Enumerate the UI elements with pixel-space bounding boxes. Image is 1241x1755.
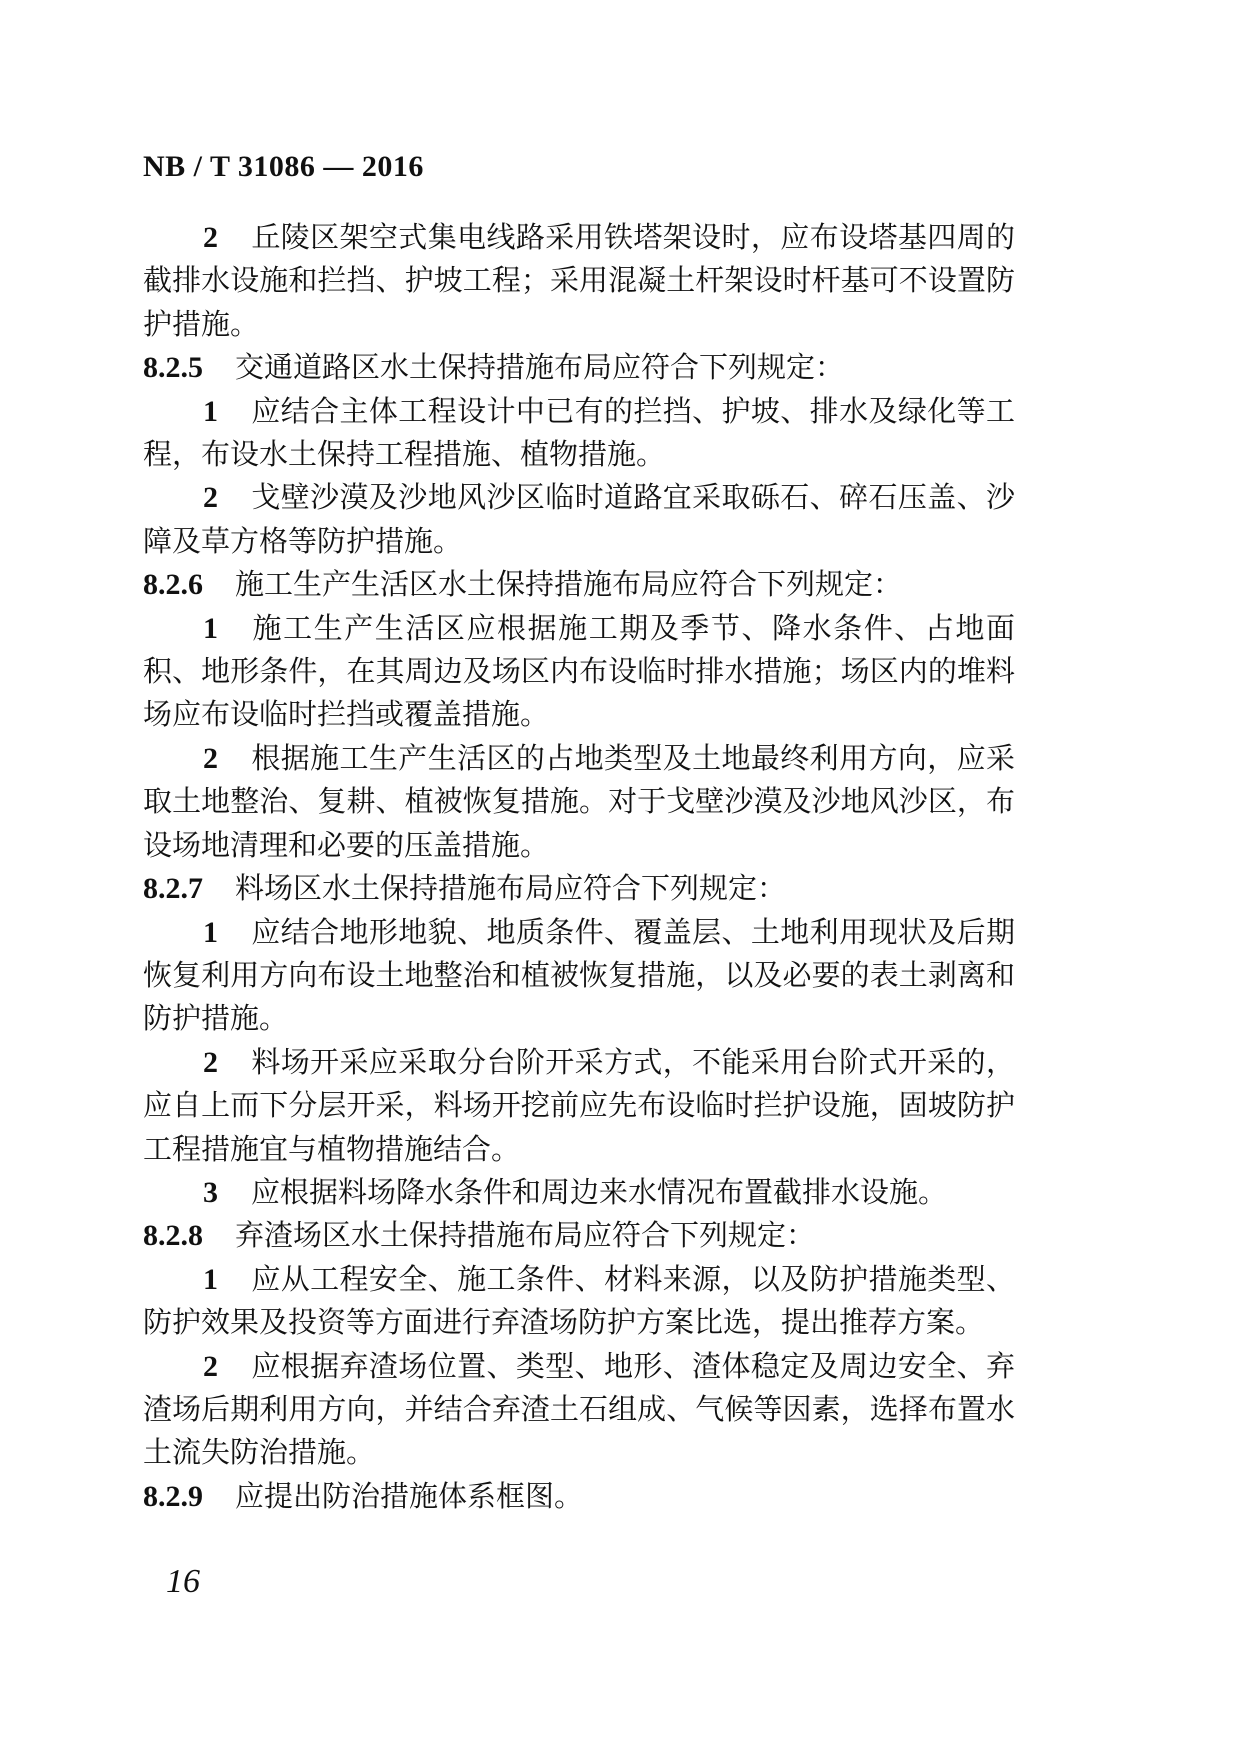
item-number: 2 (203, 481, 218, 515)
item-text: 应结合地形地貌、地质条件、覆盖层、土地利用现状及后期恢复利用方向布设土地整治和植被恢复措施，以及必要的表土剥离和防护措施。 (143, 914, 1015, 1036)
item-number: 1 (203, 1262, 218, 1296)
item-text: 应从工程安全、施工条件、材料来源，以及防护措施类型、防护效果及投资等方面进行弃渣场防护方案比选，提出推荐方案。 (143, 1261, 1015, 1340)
list-item (143, 216, 1015, 346)
item-number: 1 (203, 915, 218, 949)
list-item (143, 1041, 1015, 1171)
document-body (143, 216, 1015, 1518)
list-item (143, 1258, 1015, 1345)
list-item (143, 911, 1015, 1041)
item-text: 应根据料场降水条件和周边来水情况布置截排水设施。 (251, 1174, 948, 1209)
item-number: 2 (203, 1045, 218, 1079)
clause-number: 8.2.7 (143, 872, 203, 906)
clause (143, 346, 1015, 389)
list-item (143, 476, 1015, 563)
item-number: 3 (203, 1175, 218, 1209)
clause (143, 867, 1015, 910)
standard-code-header: NB / T 31086 — 2016 (143, 150, 424, 183)
list-item (143, 607, 1015, 737)
clause-text: 应提出防治措施体系框图。 (235, 1478, 584, 1513)
clause (143, 563, 1015, 606)
item-number: 1 (203, 394, 218, 428)
item-text: 应结合主体工程设计中已有的拦挡、护坡、排水及绿化等工程，布设水土保持工程措施、植物措施。 (143, 393, 1015, 472)
item-text: 丘陵区架空式集电线路采用铁塔架设时，应布设塔基四周的截排水设施和拦挡、护坡工程；采用混凝土杆架设时杆基可不设置防护措施。 (143, 220, 1015, 341)
clause-number: 8.2.8 (143, 1219, 203, 1253)
clause-number: 8.2.6 (143, 568, 203, 602)
item-number: 1 (203, 611, 218, 645)
list-item (143, 390, 1015, 477)
list-item (143, 1345, 1015, 1475)
clause-number: 8.2.9 (143, 1479, 203, 1513)
item-number: 2 (203, 221, 218, 254)
item-text: 戈壁沙漠及沙地风沙区临时道路宜采取砾石、碎石压盖、沙障及草方格等防护措施。 (143, 480, 1015, 558)
list-item (143, 737, 1015, 867)
item-text: 施工生产生活区应根据施工期及季节、降水条件、占地面积、地形条件，在其周边及场区内布设临时排水措施；场区内的堆料场应布设临时拦挡或覆盖措施。 (143, 610, 1015, 732)
clause-text: 施工生产生活区水土保持措施布局应符合下列规定： (235, 567, 903, 602)
item-text: 根据施工生产生活区的占地类型及土地最终利用方向，应采取土地整治、复耕、植被恢复措施。对于戈壁沙漠及沙地风沙区，布设场地清理和必要的压盖措施。 (143, 740, 1015, 862)
item-number: 2 (203, 741, 218, 775)
item-text: 应根据弃渣场位置、类型、地形、渣体稳定及周边安全、弃渣场后期利用方向，并结合弃渣土石组成、气候等因素，选择布置水土流失防治措施。 (143, 1348, 1015, 1470)
list-item (143, 1171, 1015, 1214)
clause (143, 1475, 1015, 1518)
page-number: 16 (166, 1563, 200, 1600)
clause-text: 料场区水土保持措施布局应符合下列规定： (235, 871, 787, 906)
clause-number: 8.2.5 (143, 351, 203, 385)
clause-text: 交通道路区水土保持措施布局应符合下列规定： (235, 350, 845, 385)
item-text: 料场开采应采取分台阶开采方式，不能采用台阶式开采的，应自上而下分层开采，料场开挖前应先布设临时拦护设施，固坡防护工程措施宜与植物措施结合。 (143, 1044, 1015, 1166)
clause (143, 1214, 1015, 1257)
item-number: 2 (203, 1349, 218, 1383)
clause-text: 弃渣场区水土保持措施布局应符合下列规定： (235, 1218, 816, 1253)
